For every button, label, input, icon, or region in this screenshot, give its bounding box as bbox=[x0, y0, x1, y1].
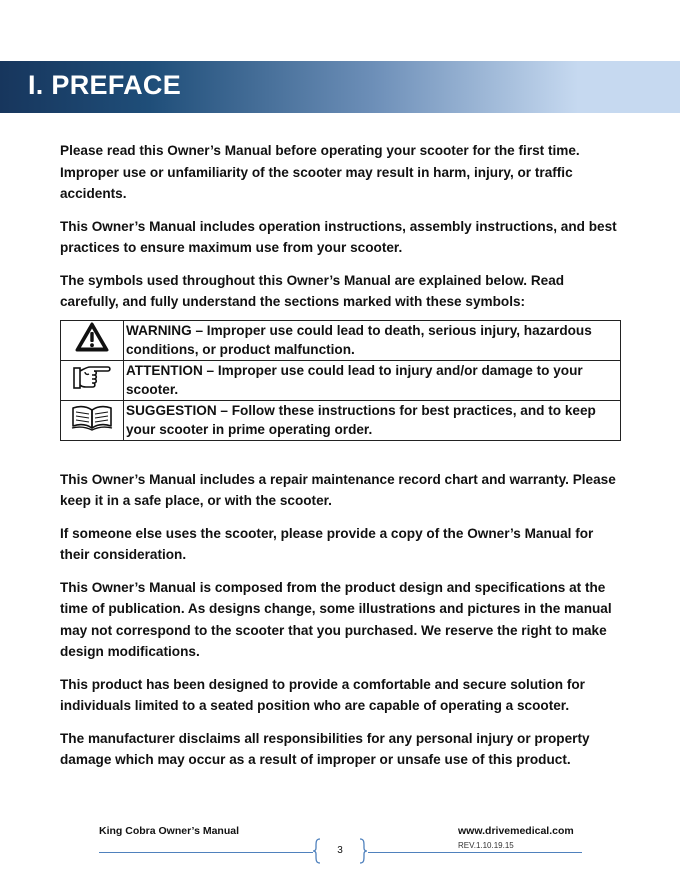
symbol-icon-cell bbox=[61, 400, 124, 440]
intro-paragraph-1: Please read this Owner’s Manual before operating your scooter for the first time. Improper use or unfamiliarity of the scooter may result in harm, injury, or traffic accidents. bbox=[60, 143, 580, 201]
body-paragraph-2: If someone else uses the scooter, please provide a copy of the Owner’s Manual for their consideration. bbox=[60, 525, 594, 562]
left-brace-icon bbox=[310, 838, 324, 864]
symbol-description: WARNING – Improper use could lead to death, serious injury, hazardous conditions, or product malfunction. bbox=[124, 320, 621, 360]
section-banner bbox=[0, 61, 680, 113]
footer-manual-name: King Cobra Owner’s Manual bbox=[99, 825, 240, 837]
footer-website: www.drivemedical.com bbox=[458, 825, 574, 837]
page-content bbox=[60, 140, 622, 782]
body-paragraph-1: This Owner’s Manual includes a repair maintenance record chart and warranty. Please keep it in a safe place, or with the scooter. bbox=[60, 471, 616, 508]
body-paragraph-3: This Owner’s Manual is composed from the product design and specifications at the time of publication. As designs change, some illustrations and pictures in the manual may not correspond to the scooter that you purchased. We reserve the right to make design modifications. bbox=[60, 579, 612, 659]
symbol-row-warning bbox=[61, 320, 621, 360]
symbol-description: SUGGESTION – Follow these instructions for best practices, and to keep your scooter in prime operating order. bbox=[124, 400, 621, 440]
body-paragraph-4: This product has been designed to provide a comfortable and secure solution for individuals limited to a seated position who are capable of operating a scooter. bbox=[60, 676, 585, 713]
page-number: 3 bbox=[337, 845, 343, 856]
symbol-icon-cell bbox=[61, 360, 124, 400]
intro-paragraph-3: The symbols used throughout this Owner’s Manual are explained below. Read carefully, and fully understand the sections marked with these symbols: bbox=[60, 272, 565, 309]
right-brace-icon bbox=[356, 838, 370, 864]
footer-rule-right bbox=[368, 852, 582, 853]
footer-revision: REV.1.10.19.15 bbox=[458, 841, 514, 850]
footer-rule-left bbox=[99, 852, 313, 853]
warning-triangle-icon bbox=[75, 322, 109, 352]
section-title: I. PREFACE bbox=[28, 70, 182, 100]
open-book-icon bbox=[70, 402, 114, 432]
symbols-table bbox=[60, 320, 621, 441]
symbol-row-attention bbox=[61, 360, 621, 400]
symbol-description: ATTENTION – Improper use could lead to injury and/or damage to your scooter. bbox=[124, 360, 621, 400]
body-paragraph-5: The manufacturer disclaims all responsibilities for any personal injury or property damage which may occur as a result of improper or unsafe use of this product. bbox=[60, 730, 590, 767]
intro-paragraph-2: This Owner’s Manual includes operation instructions, assembly instructions, and best practices to ensure maximum use from your scooter. bbox=[60, 218, 617, 255]
symbol-icon-cell bbox=[61, 320, 124, 360]
pointing-hand-icon bbox=[72, 362, 112, 392]
symbol-row-suggestion bbox=[61, 400, 621, 440]
